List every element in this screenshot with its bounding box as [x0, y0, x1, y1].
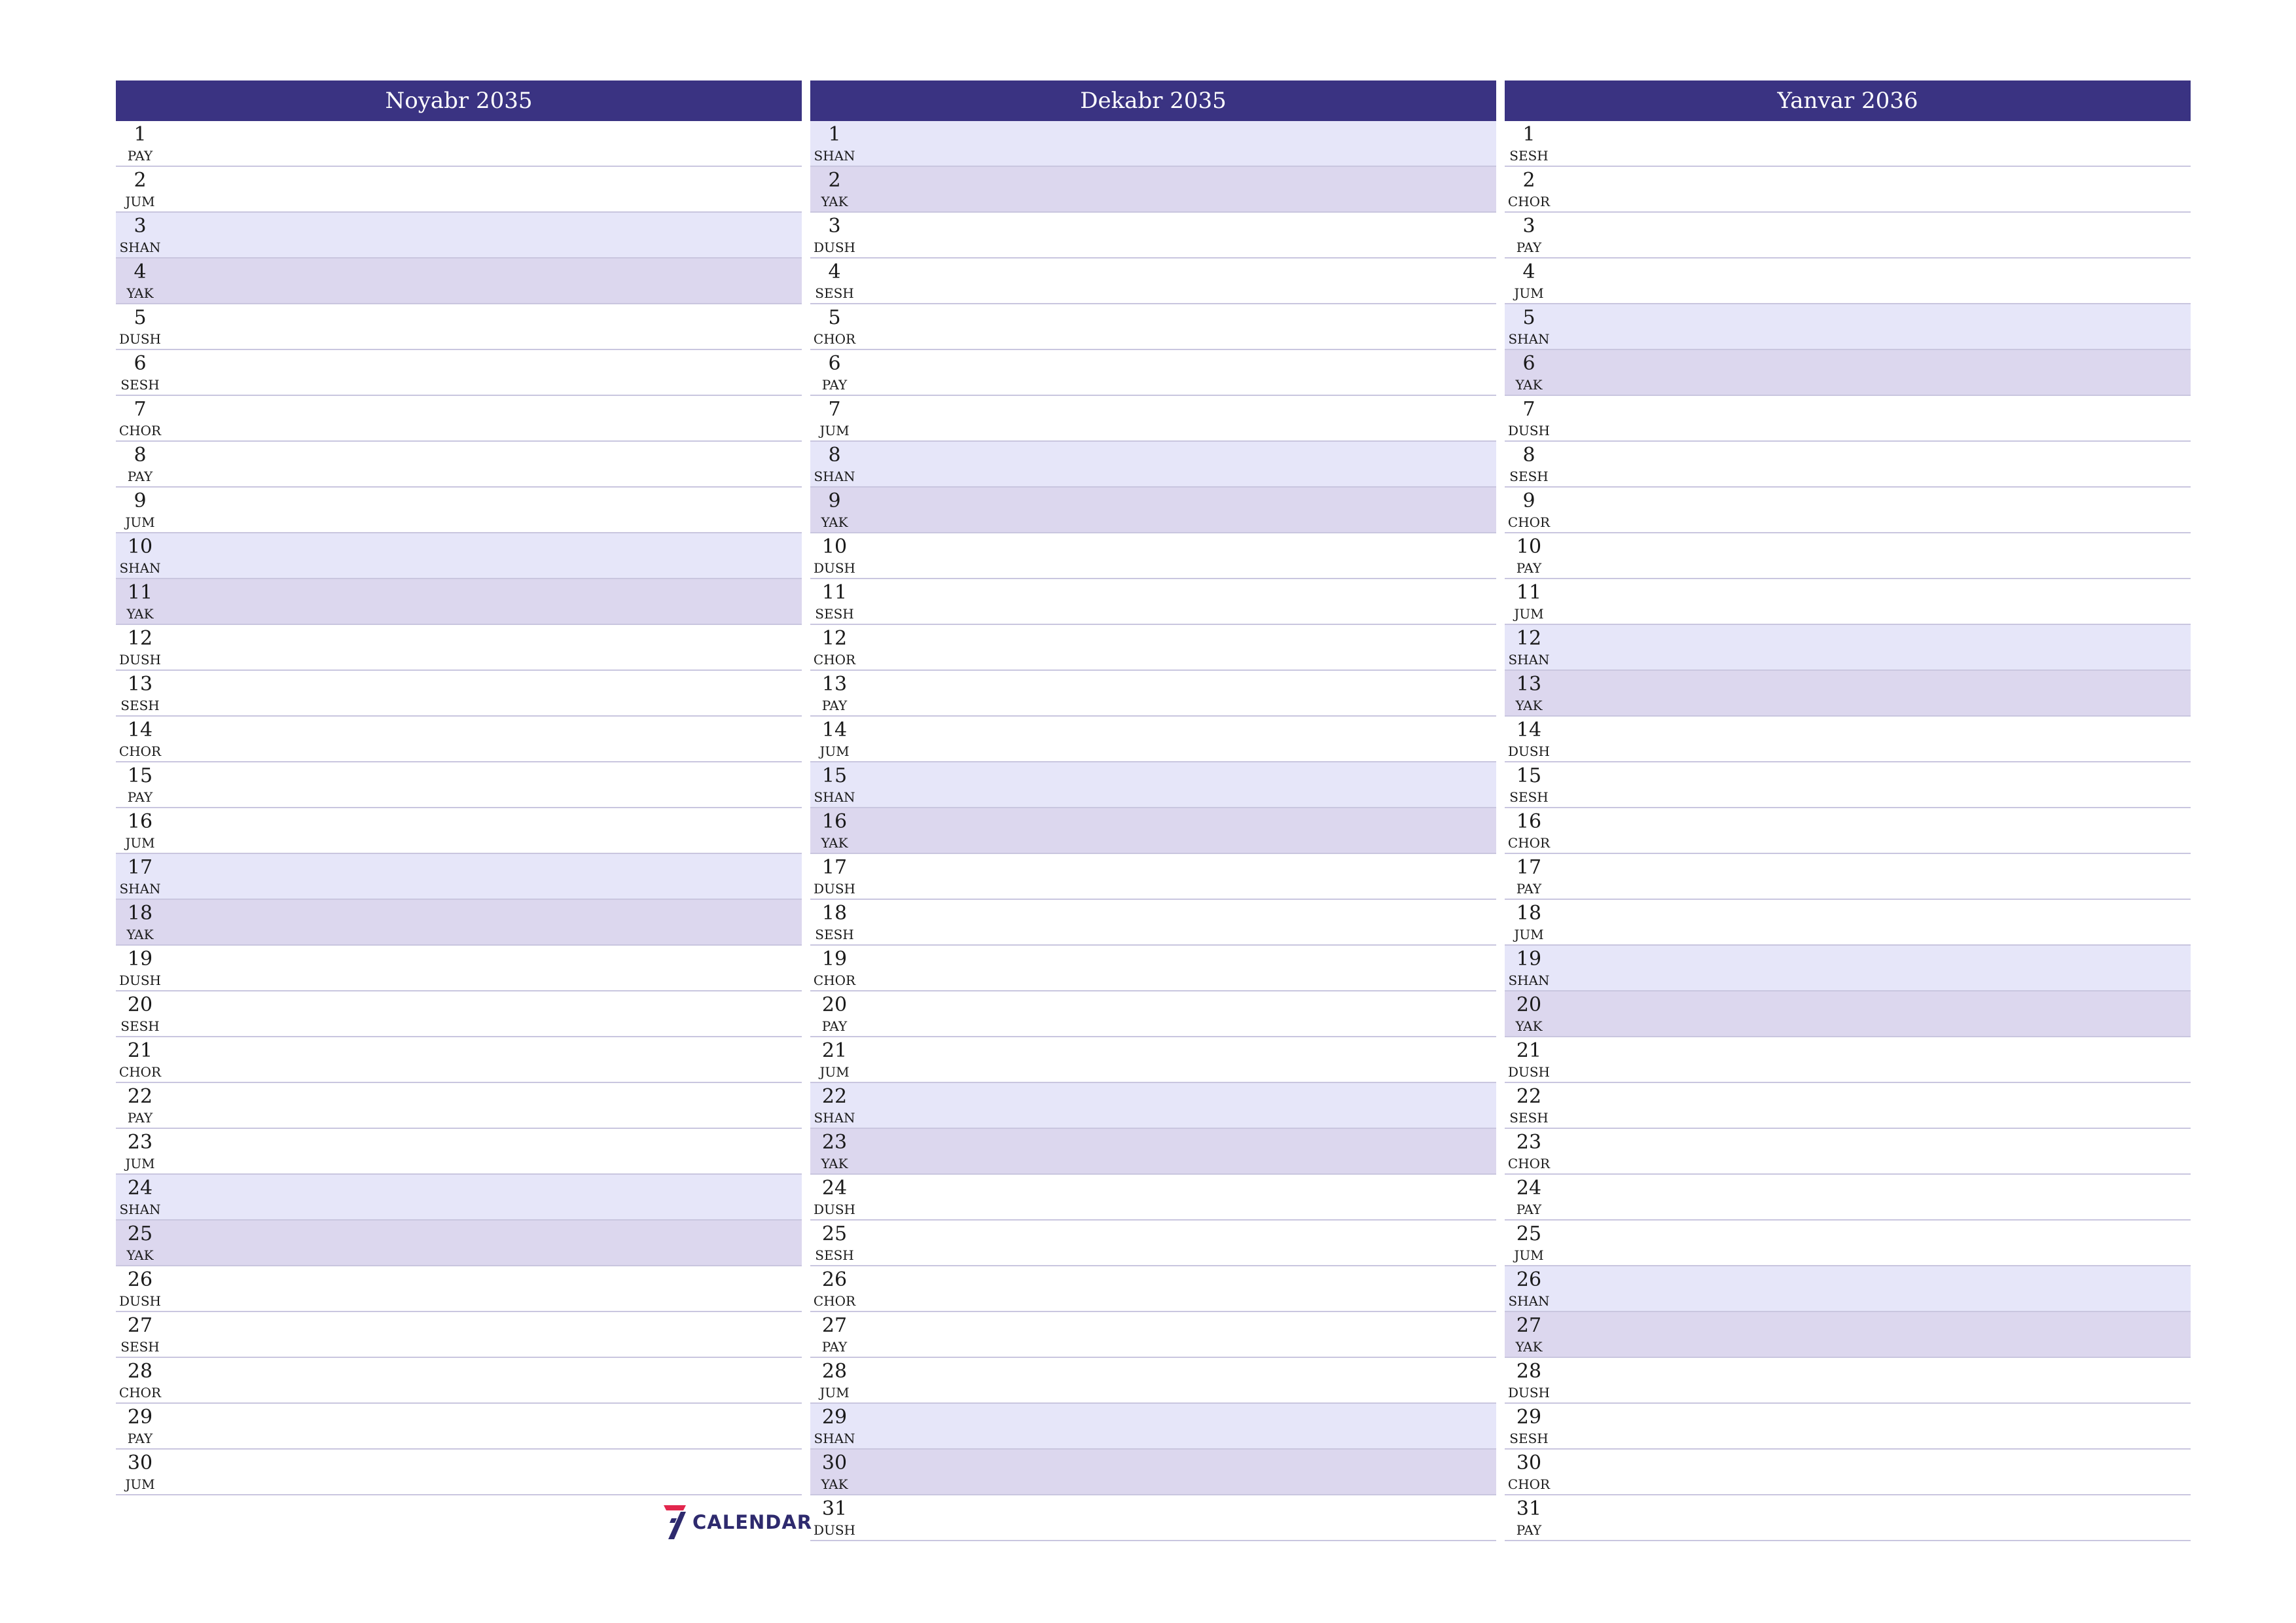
day-row	[1505, 488, 2191, 533]
day-number: 16	[127, 810, 153, 833]
day-number: 30	[127, 1452, 153, 1474]
day-row	[116, 1450, 802, 1495]
weekday-label: CHOR	[813, 1293, 856, 1309]
weekday-label: SHAN	[119, 1202, 161, 1217]
weekday-label: DUSH	[813, 240, 856, 255]
day-row	[1505, 1175, 2191, 1221]
day-number: 28	[127, 1360, 153, 1383]
day-row	[116, 350, 802, 396]
day-number: 22	[1516, 1085, 1542, 1108]
day-row	[116, 442, 802, 488]
day-number: 23	[1516, 1131, 1542, 1154]
weekday-label: CHOR	[118, 1385, 162, 1400]
day-number: 25	[127, 1222, 153, 1245]
day-row	[116, 488, 802, 533]
weekday-label: YAK	[821, 514, 848, 530]
day-number: 1	[1522, 123, 1535, 146]
day-number: 19	[1516, 948, 1542, 971]
day-row	[810, 1358, 1496, 1404]
day-number: 4	[1522, 260, 1535, 283]
day-number: 22	[821, 1085, 848, 1108]
day-number: 15	[821, 764, 848, 787]
day-number: 8	[828, 444, 841, 467]
day-number: 4	[134, 260, 147, 283]
day-number: 2	[134, 169, 147, 192]
day-row	[1505, 213, 2191, 259]
day-list	[810, 121, 1496, 1541]
weekday-label: JUM	[1514, 927, 1544, 942]
day-number: 6	[134, 352, 147, 375]
day-row	[116, 213, 802, 259]
day-list	[1505, 121, 2191, 1541]
day-row	[1505, 396, 2191, 442]
day-row	[1505, 121, 2191, 167]
day-number: 28	[1516, 1360, 1542, 1383]
day-number: 18	[1516, 902, 1542, 925]
day-row	[1505, 1129, 2191, 1175]
weekday-label: SESH	[1509, 469, 1549, 484]
day-number: 30	[1516, 1452, 1542, 1474]
day-number: 2	[828, 169, 841, 192]
day-row	[116, 304, 802, 350]
weekday-label: DUSH	[813, 1202, 856, 1217]
weekday-label: YAK	[126, 927, 154, 942]
day-number: 13	[821, 673, 848, 696]
weekday-label: DUSH	[813, 1522, 856, 1538]
day-number: 24	[1516, 1177, 1542, 1200]
day-row	[810, 762, 1496, 808]
day-number: 31	[821, 1497, 848, 1520]
day-number: 1	[134, 123, 147, 146]
day-number: 20	[127, 993, 153, 1016]
day-number: 18	[821, 902, 848, 925]
day-row	[1505, 991, 2191, 1037]
day-row	[1505, 1083, 2191, 1129]
day-row	[1505, 350, 2191, 396]
weekday-label: CHOR	[118, 1064, 162, 1080]
weekday-label: DUSH	[1507, 423, 1551, 438]
weekday-label: PAY	[821, 377, 848, 393]
day-number: 14	[1516, 719, 1542, 741]
day-row	[810, 1037, 1496, 1083]
day-row	[810, 946, 1496, 991]
weekday-label: YAK	[126, 1247, 154, 1263]
day-number: 3	[134, 215, 147, 238]
day-row	[116, 762, 802, 808]
day-row	[810, 533, 1496, 579]
day-number: 4	[828, 260, 841, 283]
day-number: 23	[821, 1131, 848, 1154]
day-number: 20	[821, 993, 848, 1016]
seven-logo-icon	[661, 1504, 687, 1541]
day-row	[116, 259, 802, 304]
day-row	[810, 213, 1496, 259]
day-row	[116, 900, 802, 946]
day-row	[810, 396, 1496, 442]
day-number: 29	[127, 1406, 153, 1429]
day-number: 13	[1516, 673, 1542, 696]
day-number: 9	[1522, 490, 1535, 512]
day-number: 22	[127, 1085, 153, 1108]
weekday-label: PAY	[821, 698, 848, 713]
month-column	[116, 80, 802, 1495]
day-number: 9	[828, 490, 841, 512]
day-number: 10	[821, 535, 848, 558]
weekday-label: SESH	[815, 606, 854, 622]
weekday-label: DUSH	[813, 560, 856, 576]
day-number: 15	[1516, 764, 1542, 787]
day-row	[810, 1175, 1496, 1221]
day-row	[1505, 167, 2191, 213]
weekday-label: PAY	[1516, 1202, 1542, 1217]
weekday-label: PAY	[821, 1018, 848, 1034]
weekday-label: JUM	[819, 743, 850, 759]
day-number: 31	[1516, 1497, 1542, 1520]
weekday-label: YAK	[821, 1476, 848, 1492]
weekday-label: JUM	[125, 514, 155, 530]
day-row	[1505, 671, 2191, 717]
day-number: 26	[127, 1268, 153, 1291]
weekday-label: PAY	[821, 1339, 848, 1355]
day-number: 26	[821, 1268, 848, 1291]
weekday-label: PAY	[1516, 1522, 1542, 1538]
day-row	[1505, 1312, 2191, 1358]
weekday-label: SHAN	[814, 1110, 855, 1126]
day-row	[116, 1129, 802, 1175]
day-number: 17	[127, 856, 153, 879]
weekday-label: YAK	[1515, 1018, 1543, 1034]
weekday-label: JUM	[819, 423, 850, 438]
day-row	[810, 1450, 1496, 1495]
weekday-label: PAY	[127, 469, 153, 484]
day-number: 11	[1516, 581, 1542, 604]
weekday-label: SESH	[815, 1247, 854, 1263]
day-row	[116, 533, 802, 579]
weekday-label: SESH	[815, 285, 854, 301]
weekday-label: JUM	[1514, 285, 1544, 301]
weekday-label: JUM	[125, 194, 155, 209]
weekday-label: CHOR	[813, 972, 856, 988]
calendar-logo	[661, 1504, 812, 1541]
day-number: 19	[821, 948, 848, 971]
day-number: 14	[127, 719, 153, 741]
day-row	[810, 671, 1496, 717]
day-row	[810, 304, 1496, 350]
day-row	[810, 579, 1496, 625]
weekday-label: PAY	[1516, 240, 1542, 255]
weekday-label: CHOR	[813, 652, 856, 668]
weekday-label: YAK	[1515, 1339, 1543, 1355]
weekday-label: YAK	[821, 194, 848, 209]
day-number: 24	[127, 1177, 153, 1200]
weekday-label: YAK	[126, 285, 154, 301]
day-row	[116, 1083, 802, 1129]
day-number: 1	[828, 123, 841, 146]
day-row	[116, 1175, 802, 1221]
day-number: 16	[821, 810, 848, 833]
day-row	[116, 1037, 802, 1083]
day-number: 11	[127, 581, 153, 604]
day-number: 12	[127, 627, 153, 650]
weekday-label: SESH	[1509, 1431, 1549, 1446]
day-number: 28	[821, 1360, 848, 1383]
day-row	[1505, 625, 2191, 671]
day-row	[116, 1221, 802, 1266]
day-number: 21	[127, 1039, 153, 1062]
weekday-label: SHAN	[1508, 1293, 1550, 1309]
day-number: 5	[828, 306, 841, 329]
day-row	[810, 442, 1496, 488]
day-row	[810, 1495, 1496, 1541]
day-number: 12	[1516, 627, 1542, 650]
day-row	[116, 1312, 802, 1358]
day-number: 3	[828, 215, 841, 238]
day-row	[810, 350, 1496, 396]
day-row	[1505, 579, 2191, 625]
day-number: 24	[821, 1177, 848, 1200]
month-column	[810, 80, 1496, 1541]
day-row	[1505, 1404, 2191, 1450]
day-number: 17	[1516, 856, 1542, 879]
day-number: 12	[821, 627, 848, 650]
day-row	[810, 167, 1496, 213]
day-row	[1505, 900, 2191, 946]
day-number: 25	[821, 1222, 848, 1245]
weekday-label: DUSH	[118, 972, 162, 988]
day-row	[810, 625, 1496, 671]
weekday-label: PAY	[1516, 560, 1542, 576]
day-row	[1505, 1450, 2191, 1495]
day-number: 8	[1522, 444, 1535, 467]
weekday-label: JUM	[1514, 606, 1544, 622]
day-number: 5	[134, 306, 147, 329]
weekday-label: PAY	[1516, 881, 1542, 897]
month-title: Dekabr 2035	[810, 80, 1496, 121]
day-number: 30	[821, 1452, 848, 1474]
day-number: 23	[127, 1131, 153, 1154]
weekday-label: JUM	[125, 1156, 155, 1171]
weekday-label: JUM	[125, 1476, 155, 1492]
day-number: 26	[1516, 1268, 1542, 1291]
day-row	[810, 1083, 1496, 1129]
weekday-label: SHAN	[814, 148, 855, 164]
day-number: 6	[828, 352, 841, 375]
weekday-label: CHOR	[1507, 835, 1551, 851]
weekday-label: JUM	[819, 1064, 850, 1080]
weekday-label: CHOR	[118, 423, 162, 438]
weekday-label: PAY	[127, 789, 153, 805]
weekday-label: YAK	[126, 606, 154, 622]
weekday-label: PAY	[127, 148, 153, 164]
day-row	[116, 579, 802, 625]
month-column	[1505, 80, 2191, 1541]
weekday-label: CHOR	[1507, 514, 1551, 530]
day-row	[810, 991, 1496, 1037]
weekday-label: SESH	[1509, 789, 1549, 805]
weekday-label: DUSH	[813, 881, 856, 897]
weekday-label: DUSH	[118, 1293, 162, 1309]
day-row	[810, 1312, 1496, 1358]
weekday-label: JUM	[819, 1385, 850, 1400]
day-number: 7	[134, 398, 147, 421]
day-row	[116, 396, 802, 442]
day-number: 21	[821, 1039, 848, 1062]
day-row	[1505, 1037, 2191, 1083]
day-number: 14	[821, 719, 848, 741]
day-row	[1505, 1358, 2191, 1404]
day-number: 7	[828, 398, 841, 421]
day-number: 29	[1516, 1406, 1542, 1429]
day-row	[810, 121, 1496, 167]
weekday-label: CHOR	[813, 331, 856, 347]
day-row	[1505, 533, 2191, 579]
weekday-label: SESH	[120, 1018, 160, 1034]
day-number: 18	[127, 902, 153, 925]
weekday-label: DUSH	[1507, 1385, 1551, 1400]
day-number: 20	[1516, 993, 1542, 1016]
day-number: 16	[1516, 810, 1542, 833]
day-row	[1505, 442, 2191, 488]
day-row	[1505, 1266, 2191, 1312]
weekday-label: DUSH	[1507, 743, 1551, 759]
day-row	[116, 946, 802, 991]
day-number: 8	[134, 444, 147, 467]
weekday-label: SESH	[1509, 1110, 1549, 1126]
day-number: 11	[821, 581, 848, 604]
day-row	[810, 1221, 1496, 1266]
weekday-label: SHAN	[1508, 652, 1550, 668]
weekday-label: SESH	[120, 1339, 160, 1355]
day-number: 9	[134, 490, 147, 512]
day-number: 15	[127, 764, 153, 787]
weekday-label: SHAN	[119, 560, 161, 576]
day-row	[116, 1266, 802, 1312]
day-row	[810, 808, 1496, 854]
day-number: 13	[127, 673, 153, 696]
logo-text: CALENDAR	[692, 1511, 813, 1533]
weekday-label: SHAN	[814, 469, 855, 484]
weekday-label: CHOR	[1507, 1156, 1551, 1171]
weekday-label: SESH	[120, 377, 160, 393]
weekday-label: CHOR	[1507, 1476, 1551, 1492]
day-number: 10	[1516, 535, 1542, 558]
day-number: 29	[821, 1406, 848, 1429]
weekday-label: JUM	[125, 835, 155, 851]
day-row	[810, 488, 1496, 533]
day-row	[810, 717, 1496, 762]
day-row	[1505, 808, 2191, 854]
weekday-label: YAK	[1515, 377, 1543, 393]
weekday-label: YAK	[821, 835, 848, 851]
day-row	[1505, 854, 2191, 900]
weekday-label: DUSH	[1507, 1064, 1551, 1080]
day-number: 27	[127, 1314, 153, 1337]
day-row	[810, 259, 1496, 304]
day-number: 5	[1522, 306, 1535, 329]
day-number: 25	[1516, 1222, 1542, 1245]
weekday-label: YAK	[1515, 698, 1543, 713]
weekday-label: CHOR	[1507, 194, 1551, 209]
day-number: 2	[1522, 169, 1535, 192]
weekday-label: CHOR	[118, 743, 162, 759]
day-number: 7	[1522, 398, 1535, 421]
day-row	[116, 717, 802, 762]
day-row	[116, 854, 802, 900]
day-row	[1505, 946, 2191, 991]
weekday-label: SHAN	[1508, 972, 1550, 988]
day-row	[116, 167, 802, 213]
day-row	[1505, 259, 2191, 304]
day-row	[116, 671, 802, 717]
weekday-label: SHAN	[119, 881, 161, 897]
day-list	[116, 121, 802, 1495]
day-number: 19	[127, 948, 153, 971]
month-title: Yanvar 2036	[1505, 80, 2191, 121]
weekday-label: SHAN	[119, 240, 161, 255]
day-row	[1505, 1221, 2191, 1266]
weekday-label: YAK	[821, 1156, 848, 1171]
day-row	[116, 991, 802, 1037]
day-row	[1505, 1495, 2191, 1541]
weekday-label: DUSH	[118, 652, 162, 668]
weekday-label: PAY	[127, 1110, 153, 1126]
day-row	[810, 1404, 1496, 1450]
weekday-label: SHAN	[814, 1431, 855, 1446]
weekday-label: JUM	[1514, 1247, 1544, 1263]
day-number: 10	[127, 535, 153, 558]
day-row	[116, 1358, 802, 1404]
day-number: 17	[821, 856, 848, 879]
day-number: 27	[1516, 1314, 1542, 1337]
day-row	[116, 808, 802, 854]
month-title: Noyabr 2035	[116, 80, 802, 121]
day-number: 3	[1522, 215, 1535, 238]
day-row	[1505, 717, 2191, 762]
day-row	[1505, 762, 2191, 808]
day-number: 6	[1522, 352, 1535, 375]
weekday-label: SESH	[120, 698, 160, 713]
day-number: 21	[1516, 1039, 1542, 1062]
weekday-label: SHAN	[1508, 331, 1550, 347]
day-row	[1505, 304, 2191, 350]
day-number: 27	[821, 1314, 848, 1337]
day-row	[810, 854, 1496, 900]
weekday-label: SESH	[815, 927, 854, 942]
weekday-label: PAY	[127, 1431, 153, 1446]
day-row	[116, 121, 802, 167]
day-row	[116, 1404, 802, 1450]
day-row	[810, 900, 1496, 946]
day-row	[810, 1266, 1496, 1312]
weekday-label: DUSH	[118, 331, 162, 347]
day-row	[116, 625, 802, 671]
weekday-label: SHAN	[814, 789, 855, 805]
day-row	[810, 1129, 1496, 1175]
weekday-label: SESH	[1509, 148, 1549, 164]
